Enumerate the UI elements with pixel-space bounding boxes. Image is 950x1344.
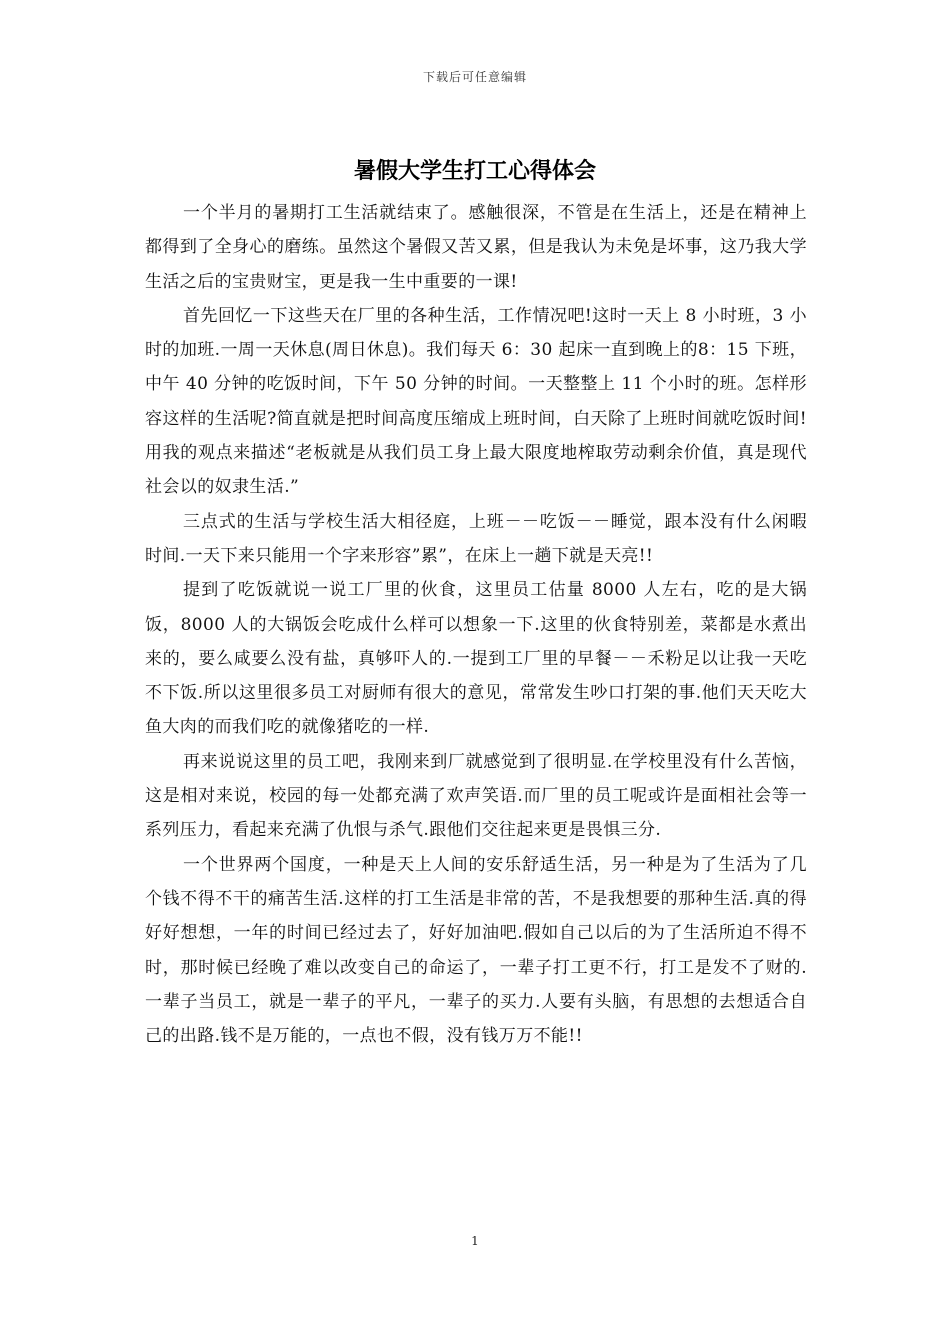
paragraph: 再来说说这里的员工吧，我刚来到厂就感觉到了很明显.在学校里没有什么苦恼，这是相对来说，校园的每一处都充满了欢声笑语.而厂里的员工呢或许是面相社会等一系列压力，看起来充满了仇恨与杀气.跟他们交往起来更是畏惧三分.	[145, 751, 807, 841]
header-note: 下载后可任意编辑	[422, 70, 527, 84]
paragraph: 一个半月的暑期打工生活就结束了。感触很深，不管是在生活上，还是在精神上都得到了全身心的磨练。虽然这个暑假又苦又累，但是我认为未免是坏事，这乃我大学生活之后的宝贵财宝，更是我一生中重要的一课!	[145, 203, 807, 292]
paragraph: 三点式的生活与学校生活大相径庭，上班－－吃饭－－睡觉，跟本没有什么闲暇时间.一天下来只能用一个字来形容”累”，在床上一趟下就是天亮!!	[145, 511, 807, 566]
paragraph: 首先回忆一下这些天在厂里的各种生活，工作情况吧!这时一天上 8 小时班，3 小时的加班.一周一天休息(周日休息)。我们每天 6：30 起床一直到晚上的8：15 下班，中午 40 分钟的吃饭时间，下午 50 分钟的时间。一天整整上 11 个小时的班。怎样形容这样的生活呢?简直就是把时间高度压缩成上班时间，白天除了上班时间就吃饭时间!用我的观点来描述“老板就是从我们员工身上最大限度地榨取劳动剩余价值，真是现代社会以的奴隶生活.”	[145, 305, 807, 498]
paragraph: 提到了吃饭就说一说工厂里的伙食，这里员工估量 8000 人左右，吃的是大锅饭，8000 人的大锅饭会吃成什么样可以想象一下.这里的伙食特别差，菜都是水煮出来的，要么咸要么没有盐，真够吓人的.一提到工厂里的早餐－－禾粉足以让我一天吃不下饭.所以这里很多员工对厨师有很大的意见，常常发生吵口打架的事.他们天天吃大鱼大肉的而我们吃的就像猪吃的一样.	[145, 580, 807, 738]
document-body	[145, 196, 807, 1053]
document-title: 暑假大学生打工心得体会	[353, 159, 596, 184]
paragraph: 一个世界两个国度，一种是天上人间的安乐舒适生活，另一种是为了生活为了几个钱不得不干的痛苦生活.这样的打工生活是非常的苦，不是我想要的那种生活.真的得好好想想，一年的时间已经过去了，好好加油吧.假如自己以后的为了生活所迫不得不时，那时候已经晚了难以改变自己的命运了，一辈子打工更不行，打工是发不了财的.一辈子当员工，就是一辈子的平凡，一辈子的买力.人要有头脑，有思想的去想适合自己的出路.钱不是万能的，一点也不假，没有钱万万不能!!	[145, 854, 807, 1047]
page-number: 1	[471, 1234, 479, 1248]
